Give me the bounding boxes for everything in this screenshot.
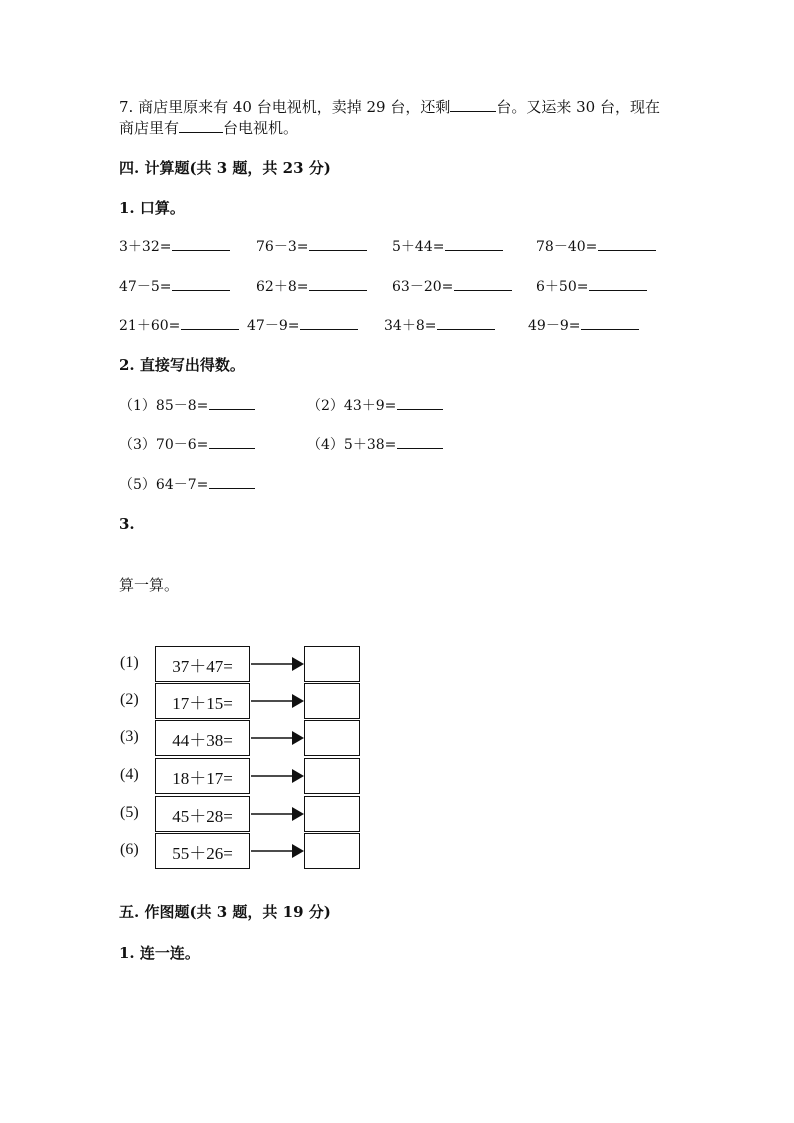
answer-blank[interactable] <box>172 236 230 251</box>
row-label: (1) <box>120 654 139 671</box>
answer-blank[interactable] <box>445 236 503 251</box>
arrow-right-icon <box>251 844 304 858</box>
answer-blank[interactable] <box>589 276 647 291</box>
row-label: (5) <box>120 804 139 821</box>
answer-box[interactable] <box>304 758 360 794</box>
direct-answer-item <box>307 395 443 415</box>
expression-box: 55＋26= <box>155 833 250 869</box>
mental-math-item <box>392 236 503 256</box>
mental-math-expr: 21＋60= <box>119 318 181 334</box>
answer-blank[interactable] <box>209 395 255 410</box>
q7-text-d: 台电视机。 <box>223 119 299 137</box>
mental-math-item <box>384 315 495 335</box>
section-4-q2-title: 2. 直接写出得数。 <box>119 356 245 374</box>
direct-answer-item <box>307 434 443 454</box>
calculation-diagram <box>115 644 365 872</box>
answer-blank[interactable] <box>209 474 255 489</box>
answer-blank[interactable] <box>397 395 443 410</box>
mental-math-expr: 78－40= <box>536 239 598 255</box>
mental-math-item <box>392 276 512 296</box>
answer-blank[interactable] <box>454 276 512 291</box>
answer-blank[interactable] <box>437 315 495 330</box>
mental-math-item <box>536 236 656 256</box>
answer-blank[interactable] <box>397 434 443 449</box>
section-4-heading: 四. 计算题(共 3 题，共 23 分) <box>119 159 331 177</box>
answer-box[interactable] <box>304 683 360 719</box>
expression-box: 37＋47= <box>155 646 250 682</box>
section-4-q1-title: 1. 口算。 <box>119 199 185 217</box>
expression-box: 18＋17= <box>155 758 250 794</box>
arrow-right-icon <box>251 807 304 821</box>
mental-math-expr: 3＋32= <box>119 239 172 255</box>
section-4-q3-number: 3. <box>119 515 135 533</box>
direct-answer-item <box>119 434 255 454</box>
direct-answer-expr: （3）70－6= <box>119 437 209 453</box>
q7-text-a: 7. 商店里原来有 40 台电视机，卖掉 29 台，还剩 <box>119 98 451 116</box>
answer-blank[interactable] <box>172 276 230 291</box>
mental-math-expr: 76－3= <box>256 239 309 255</box>
mental-math-expr: 62＋8= <box>256 279 309 295</box>
mental-math-expr: 6＋50= <box>536 279 589 295</box>
answer-box[interactable] <box>304 646 360 682</box>
q7-line-1 <box>119 97 660 117</box>
mental-math-expr: 63－20= <box>392 279 454 295</box>
mental-math-item <box>247 315 358 335</box>
mental-math-item <box>528 315 639 335</box>
answer-blank[interactable] <box>300 315 358 330</box>
expression-box: 17＋15= <box>155 683 250 719</box>
q7-line-2 <box>119 118 298 138</box>
direct-answer-expr: （4）5＋38= <box>307 437 397 453</box>
section-4-q3-instruction: 算一算。 <box>119 576 180 594</box>
arrow-right-icon <box>251 657 304 671</box>
answer-blank[interactable] <box>581 315 639 330</box>
q7-text-b: 台。又运来 30 台，现在 <box>496 98 660 116</box>
direct-answer-item <box>119 474 255 494</box>
section-5-heading: 五. 作图题(共 3 题，共 19 分) <box>119 903 331 921</box>
direct-answer-expr: （2）43＋9= <box>307 398 397 414</box>
mental-math-item <box>119 236 230 256</box>
direct-answer-expr: （1）85－8= <box>119 398 209 414</box>
mental-math-expr: 47－9= <box>247 318 300 334</box>
answer-box[interactable] <box>304 720 360 756</box>
mental-math-expr: 49－9= <box>528 318 581 334</box>
answer-blank[interactable] <box>309 276 367 291</box>
q7-answer-blank-2[interactable] <box>179 118 223 133</box>
expression-box: 45＋28= <box>155 796 250 832</box>
direct-answer-expr: （5）64－7= <box>119 477 209 493</box>
q7-text-c: 商店里有 <box>119 119 180 137</box>
mental-math-item <box>119 315 239 335</box>
mental-math-expr: 5＋44= <box>392 239 445 255</box>
answer-blank[interactable] <box>309 236 367 251</box>
mental-math-item <box>256 276 367 296</box>
mental-math-item <box>119 276 230 296</box>
answer-blank[interactable] <box>209 434 255 449</box>
direct-answer-item <box>119 395 255 415</box>
arrow-right-icon <box>251 694 304 708</box>
answer-box[interactable] <box>304 796 360 832</box>
arrow-right-icon <box>251 731 304 745</box>
row-label: (4) <box>120 766 139 783</box>
answer-blank[interactable] <box>598 236 656 251</box>
mental-math-item <box>536 276 647 296</box>
row-label: (6) <box>120 841 139 858</box>
arrow-right-icon <box>251 769 304 783</box>
q7-answer-blank-1[interactable] <box>450 97 496 112</box>
section-5-q1-title: 1. 连一连。 <box>119 944 200 962</box>
answer-box[interactable] <box>304 833 360 869</box>
mental-math-expr: 34＋8= <box>384 318 437 334</box>
answer-blank[interactable] <box>181 315 239 330</box>
expression-box: 44＋38= <box>155 720 250 756</box>
mental-math-expr: 47－5= <box>119 279 172 295</box>
row-label: (2) <box>120 691 139 708</box>
mental-math-item <box>256 236 367 256</box>
row-label: (3) <box>120 728 139 745</box>
